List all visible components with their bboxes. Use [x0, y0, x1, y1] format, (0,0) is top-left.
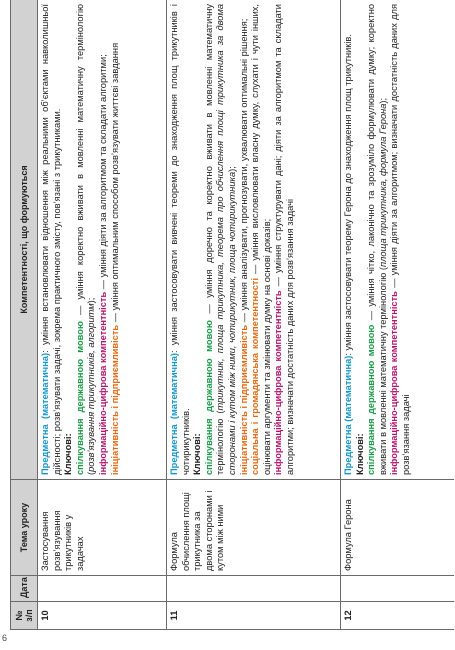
- page-number: 6: [2, 633, 8, 643]
- digital-competence-label: інформаційно-цифрова компетентність: [389, 291, 400, 475]
- language-competence-label: спілкування державною мовою: [366, 324, 377, 475]
- lesson-topic: Формула Герона: [341, 480, 455, 576]
- lesson-number: 11: [167, 602, 341, 630]
- rotated-table-frame: [10, 0, 454, 630]
- lesson-competences: Предметна (математична): уміння встановлювати відношення між реальними об’єктами навколишньої дійсності; розв’язувати задачі, зокрема практичного змісту, пов’язані з трикутниками. Ключові: спілкування державною мовою — уміння коректно вживати в мовленні математичну термінологію (розв’язування трикутників, алгоритм); інформаційно-цифрова компетентність — уміння діяти за алгоритмом та складати алгоритми; ініціативність і підприємливість — уміння оптимальним способом розв’язувати життєві завдання: [38, 0, 167, 480]
- language-competence-label: спілкування державною мовою: [203, 320, 214, 475]
- lesson-date: [38, 576, 167, 602]
- initiative-competence-label: ініціативність і підприємливість: [238, 324, 249, 475]
- subject-competence-label: Предметна (математична): [169, 353, 179, 475]
- social-competence-label: соціальна і громадянська компетентності: [250, 277, 261, 475]
- header-number: № з/п: [11, 602, 38, 630]
- initiative-competence-label: ініціативність і підприємливість: [109, 324, 120, 475]
- key-competences-label: Ключові:: [63, 433, 74, 475]
- subject-competence-label: Предметна (математична): [343, 355, 353, 475]
- language-competence-label: спілкування державною мовою: [74, 321, 85, 475]
- table-row: [38, 0, 167, 630]
- key-competences-label: Ключові:: [354, 433, 365, 475]
- table-row: [341, 0, 455, 630]
- key-competences-label: Ключові:: [192, 433, 203, 475]
- lesson-date: [167, 576, 341, 602]
- lesson-number: 12: [341, 602, 455, 630]
- lesson-plan-table: [10, 0, 454, 630]
- digital-competence-label: інформаційно-цифрова компетентність: [273, 290, 284, 475]
- header-topic: Тема уроку: [11, 480, 38, 576]
- header-date: Дата: [11, 576, 38, 602]
- table-header-row: [11, 0, 38, 630]
- lesson-number: 10: [38, 602, 167, 630]
- header-competences: Компетентності, що формуються: [11, 0, 38, 480]
- lesson-competences: Предметна (математична): уміння застосовувати теорему Герона до знаходження площ трикутників. Ключові: спілкування державною мовою — уміння чітко, лаконічно та зрозуміло формулювати думку; коректно вживати в мовленні математичну термінологію (площа трикутника, формула Герона); інформаційно-цифрова компетентність — уміння діяти за алгоритмом; визначати достатність даних для розв’язання задачі: [341, 0, 455, 480]
- lesson-date: [341, 576, 455, 602]
- lesson-topic: Застосування розв’язування трикутників у задачах: [38, 480, 167, 576]
- lesson-competences: Предметна (математична): уміння застосовувати вивчені теореми до знаходження площ трикутників і чотирикутників. Ключові: спілкування державною мовою — уміння доречно та коректно вживати в мовленні математичну термінологію (трикутник, площа трикутника, теорема про обчислення площі трикутника за двома сторонами і кутом між ними, чотирикутник, площа чотирикутника); ініціативність і підприємливість — уміння аналізувати, прогнозувати, ухвалювати оптимальні рішення; соціальна і громадянська компетентності — уміння висловлювати власну думку, слухати і чути інших, оцінювати аргументи та змінювати думку на основі доказів; інформаційно-цифрова компетентність — уміння структурувати дані; діяти за алгоритмом та складати алгоритми; визначати достатність даних для розв’язання задачі: [167, 0, 341, 480]
- table-row: [167, 0, 341, 630]
- subject-competence-label: Предметна (математична): [40, 352, 50, 475]
- digital-competence-label: інформаційно-цифрова компетентність: [97, 291, 108, 475]
- lesson-topic: Формула обчислення площі трикутника за двома сторонами і кутом між ними: [167, 480, 341, 576]
- rotated-table-content: [10, 0, 454, 630]
